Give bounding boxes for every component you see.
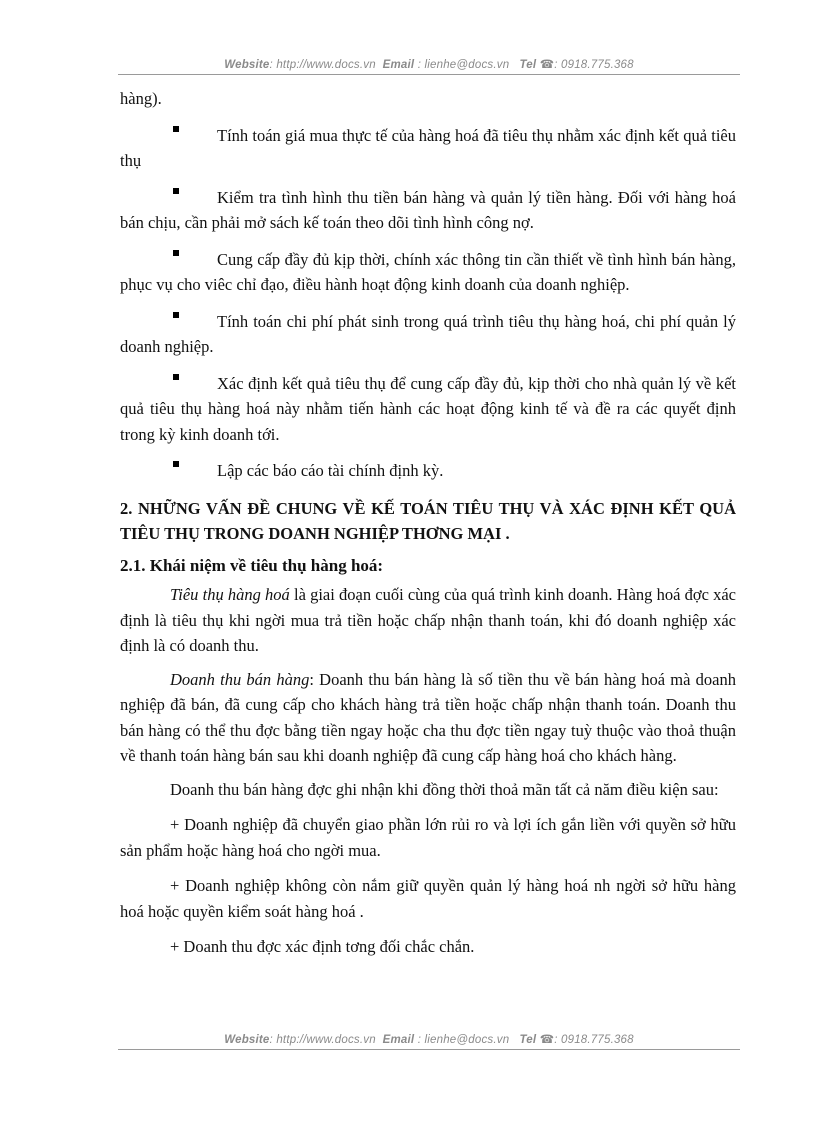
bullet-item: [120, 371, 736, 448]
header-rule: [118, 74, 740, 75]
paragraph-definition-tieu-thu: [120, 582, 736, 659]
website-label: Website: [224, 1034, 270, 1046]
square-bullet-icon: [173, 312, 179, 318]
document-body: [120, 86, 736, 960]
bullet-item: [120, 247, 736, 298]
header-line: [224, 59, 634, 71]
bullet-text: Lập các báo cáo tài chính định kỳ.: [217, 461, 444, 480]
condition-item: + Doanh thu đợc xác định tơng đối chắc chắn.: [170, 937, 475, 956]
paragraph-text: là giai đoạn cuối cùng của quá trình kinh doanh. Hàng hoá đợc xác định là tiêu thụ khi ngời mua trả tiền hoặc chấp nhận thanh toán, khi đó doanh nghiệp xác định là có doanh thu.: [120, 585, 736, 655]
term-tieu-thu: Tiêu thụ hàng hoá: [170, 585, 290, 604]
page-footer: [118, 1032, 740, 1046]
square-bullet-icon: [173, 188, 179, 194]
paragraph-definition-doanh-thu: [120, 667, 736, 769]
bullet-item: [120, 309, 736, 360]
page-header: [118, 57, 740, 71]
tel-label: Tel: [519, 59, 537, 71]
website-value: : http://www.docs.vn: [269, 59, 376, 71]
tel-label: Tel: [519, 1034, 537, 1046]
condition-item: + Doanh nghiệp đã chuyển giao phần lớn rủi ro và lợi ích gắn liền với quyền sở hữu sản phẩm hoặc hàng hoá cho ngời mua.: [120, 815, 736, 860]
bullet-text: Tính toán chi phí phát sinh trong quá trình tiêu thụ hàng hoá, chi phí quản lý doanh nghiệp.: [120, 311, 736, 356]
email-label: Email: [382, 1034, 415, 1046]
subsection-heading: 2.1. Khái niệm về tiêu thụ hàng hoá:: [120, 555, 384, 575]
bullet-item: [120, 458, 736, 484]
bullet-item: [120, 185, 736, 236]
tel-value: ☎: 0918.775.368: [539, 1034, 634, 1046]
bullet-text: Cung cấp đầy đủ kịp thời, chính xác thông tin cần thiết về tình hình bán hàng, phục vụ cho viêc chỉ đạo, điều hành hoạt động kinh doanh của doanh nghiệp.: [120, 249, 736, 294]
term-doanh-thu: Doanh thu bán hàng: [170, 669, 310, 689]
paragraph-conditions-intro: Doanh thu bán hàng đợc ghi nhận khi đồng thời thoả mãn tất cả năm điều kiện sau:: [170, 779, 719, 799]
email-label: Email: [382, 59, 415, 71]
tel-value: ☎: 0918.775.368: [539, 59, 634, 71]
footer-line: [224, 1034, 634, 1046]
square-bullet-icon: [173, 461, 179, 467]
square-bullet-icon: [173, 126, 179, 132]
section-heading: 2. NHỮNG VẤN ĐỀ CHUNG VỀ KẾ TOÁN TIÊU THỤ VÀ XÁC ĐỊNH KẾT QUẢ TIÊU THỤ TRONG DOANH NGHIỆP THƠNG MẠI .: [120, 498, 736, 543]
website-label: Website: [224, 59, 270, 71]
footer-rule: [118, 1049, 740, 1050]
email-value: : lienhe@docs.vn: [417, 59, 510, 71]
paragraph-text: : Doanh thu bán hàng là số tiền thu về bán hàng hoá mà doanh nghiệp đã bán, đã cung cấp cho khách hàng trả tiền hoặc chấp nhận thanh toán. Doanh thu bán hàng có thể thu đợc bằng tiền ngay hoặc cha thu đợc tiền ngay tuỳ thuộc vào thoả thuận về thanh toán hàng bán sau khi doanh nghiệp đã cung cấp hàng hoá cho khách hàng.: [120, 669, 736, 765]
bullet-item: [120, 123, 736, 174]
condition-item: + Doanh nghiệp không còn nắm giữ quyền quản lý hàng hoá nh ngời sở hữu hàng hoá hoặc quyền kiểm soát hàng hoá .: [120, 876, 736, 921]
bullet-text: Xác định kết quả tiêu thụ để cung cấp đầy đủ, kịp thời cho nhà quản lý về kết quả tiêu thụ hàng hoá này nhằm tiến hành các hoạt động kinh tế và đề ra các quyết định trong kỳ kinh doanh tới.: [120, 373, 736, 444]
bullet-text: Tính toán giá mua thực tế của hàng hoá đã tiêu thụ nhằm xác định kết quả tiêu thụ: [120, 125, 736, 170]
lead-text: hàng).: [120, 89, 162, 108]
email-value: : lienhe@docs.vn: [417, 1034, 510, 1046]
website-value: : http://www.docs.vn: [269, 1034, 376, 1046]
square-bullet-icon: [173, 250, 179, 256]
bullet-text: Kiểm tra tình hình thu tiền bán hàng và quản lý tiền hàng. Đối với hàng hoá bán chịu, cần phải mở sách kế toán theo dõi tình hình công nợ.: [120, 187, 736, 232]
square-bullet-icon: [173, 374, 179, 380]
